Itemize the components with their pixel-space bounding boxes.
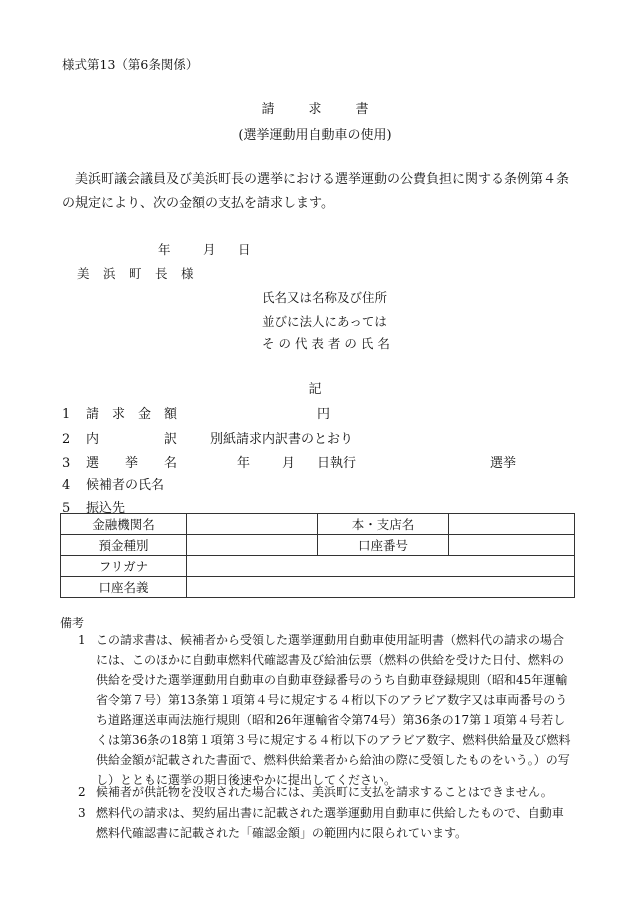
signature-line-2: 並びに法人にあっては: [262, 314, 387, 329]
item-number: 2: [62, 432, 71, 447]
remark-item: [62, 782, 574, 802]
account-number-field[interactable]: [449, 535, 575, 556]
document-subtitle: (選挙運動用自動車の使用): [238, 128, 392, 143]
election-year-label: 年: [237, 456, 251, 471]
addressee-char: 様: [181, 266, 194, 281]
branch-field[interactable]: [449, 514, 575, 535]
bank-account-table: [60, 513, 575, 598]
furigana-label: フリガナ: [61, 556, 187, 577]
form-number: 様式第13（第6条関係）: [62, 57, 199, 72]
election-suffix: 選挙: [490, 456, 517, 471]
bank-name-field[interactable]: [187, 514, 318, 535]
bank-name-label: 金融機関名: [61, 514, 187, 535]
item-number: 4: [62, 478, 71, 493]
remark-text: 候補者が供託物を没収された場合には、美浜町に支払を請求することはできません。: [96, 785, 553, 799]
title-char-3: 書: [355, 102, 369, 117]
branch-label: 本・支店名: [318, 514, 449, 535]
remark-text: この請求書は、候補者から受領した選挙運動用自動車使用証明書（燃料代の請求の場合には、このほかに自動車燃料代確認書及び給油伝票（燃料の供給を受けた日付、燃料の供給を受けた選挙運動用自動車の自動車登録番号のうち自動車登録規則（昭和45年運輸省令第７号）第13条第１項第４号に規定する４桁以下のアラビア数字又は車両番号のうち道路運送車両法施行規則（昭和26年運輸省令第74号）第36条の17第１項第４号若しくは第36条の18第１項第３号に規定する４桁以下のアラビア数字、燃料供給量及び燃料供給金額が記載された書面で、燃料供給業者から給油の際に受領したものをいう。）の写し）とともに選挙の期日後速やかに提出してください。: [96, 633, 571, 787]
election-month-label: 月: [282, 456, 296, 471]
addressee-char: 長: [155, 266, 168, 281]
remark-number: 2: [78, 785, 86, 799]
date-day-label: 日: [238, 242, 251, 257]
remark-item: [62, 630, 574, 790]
signature-line-1: 氏名又は名称及び住所: [262, 290, 388, 305]
account-type-label: 預金種別: [61, 535, 187, 556]
intro-paragraph: 美浜町議会議員及び美浜町長の選挙における選挙運動の公費負担に関する条例第４条の規定により、次の金額の支払を請求します。: [62, 172, 570, 211]
item-label: 選 挙 名: [86, 456, 178, 471]
document-title: [0, 98, 630, 117]
account-type-field[interactable]: [187, 535, 318, 556]
addressee-char: 美: [77, 266, 90, 281]
item-claim-amount-unit: 円: [317, 407, 331, 422]
date-year-label: 年: [158, 242, 171, 257]
remark-item: [62, 803, 574, 843]
addressee-char: 浜: [103, 266, 116, 281]
item-claim-amount: [62, 403, 177, 422]
signature-line-3: そ の 代 表 者 の 氏 名: [262, 336, 390, 351]
ki-heading: 記: [308, 382, 322, 397]
remarks-heading: 備考: [60, 616, 85, 630]
item-number: 3: [62, 456, 71, 471]
remark-number: 3: [78, 806, 86, 820]
account-number-label: 口座番号: [318, 535, 449, 556]
item-label: 内 訳: [86, 432, 178, 447]
item-breakdown: [62, 428, 177, 447]
account-holder-field[interactable]: [187, 577, 575, 598]
remark-number: 1: [78, 633, 86, 647]
item-label: 候補者の氏名: [86, 478, 165, 493]
title-char-2: 求: [308, 102, 322, 117]
remark-text: 燃料代の請求は、契約届出書に記載された選挙運動用自動車に供給したもので、自動車燃料代確認書に記載された「確認金額」の範囲内に限られています。: [96, 806, 564, 840]
furigana-field[interactable]: [187, 556, 575, 577]
item-label: 振込先: [86, 501, 126, 516]
addressee: [77, 264, 207, 282]
item-election-name: [62, 452, 177, 471]
item-breakdown-value: 別紙請求内訳書のとおり: [210, 432, 354, 447]
item-number: 5: [62, 501, 71, 516]
item-candidate-name: [62, 474, 164, 493]
addressee-char: 町: [129, 266, 142, 281]
date-month-label: 月: [203, 242, 216, 257]
election-day-label: 日執行: [317, 456, 357, 471]
account-holder-label: 口座名義: [61, 577, 187, 598]
title-char-1: 請: [261, 102, 275, 117]
item-number: 1: [62, 407, 71, 422]
item-label: 請 求 金 額: [86, 407, 178, 422]
